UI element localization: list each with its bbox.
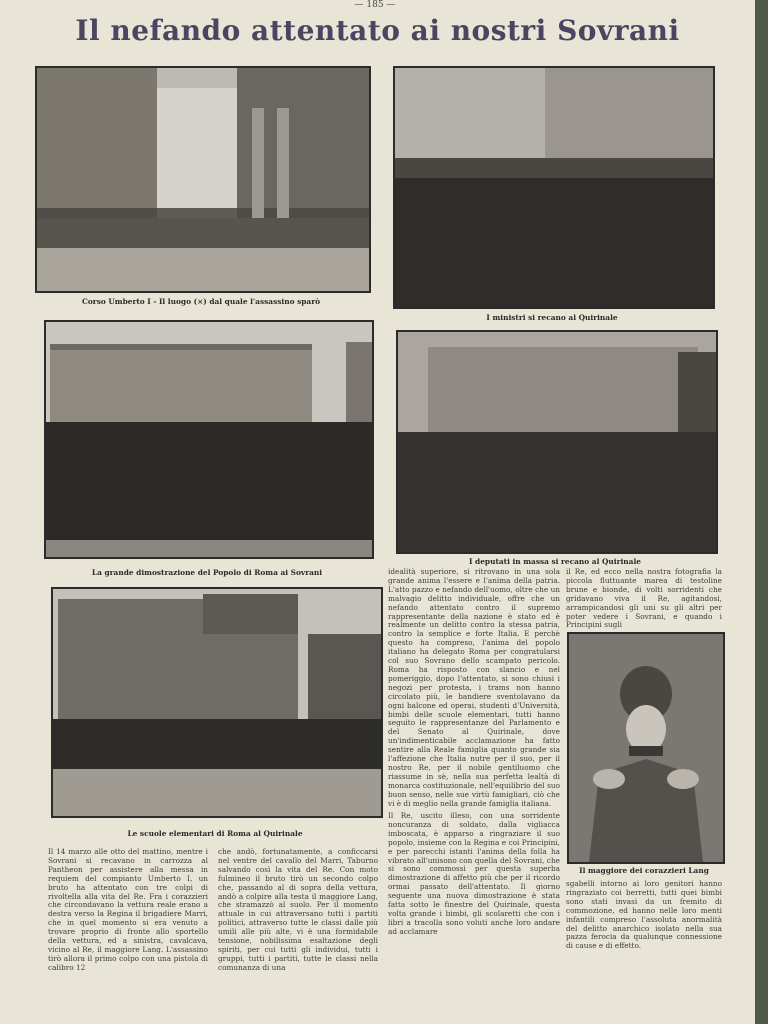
- article-text: Il 14 marzo alle otto del mattino, mentre i Sovrani si recavano in carrozza al Pantheon per assistere alla messa in requiem del compianto Umberto I, un bruto ha attentato con tre colpi di rivoltella alla vita del Re. Fra i corazzieri che circondavano la vettura reale erano a destra verso la Regina il brigadiere Marri, che in quel momento si era venuto a trovare proprio di fronte allo sportello della vettura, ed a sinistra, cavalcava, vicino al Re, il maggiore Lang. L'assassino tirò allora il primo colpo con una pistola di calibro 12: [48, 847, 208, 972]
- article-column-middle: [218, 848, 378, 1018]
- caption-corso-umberto: Corso Umberto I - Il luogo (×) dal quale l'assassino sparò: [81, 297, 321, 306]
- caption-maggiore-lang: Il maggiore dei corazzieri Lang: [579, 866, 709, 875]
- photo-scuole: [51, 587, 383, 818]
- photo-corso-umberto: [35, 66, 371, 293]
- article-text: sgabelli intorno ai loro genitori hanno ringraziato coi berretti, tutti quei bimbi sono stati invasi da un fremito di commozione, ed hanno nelle loro menti infantili compreso l'assoluta anormalità del delitto anarchico isolato nella sua pazza ferocia da qualunque connessione di cause e di effetto.: [566, 879, 722, 951]
- caption-dimostrazione: La grande dimostrazione del Popolo di Roma ai Sovrani: [91, 568, 323, 577]
- article-text: Il Re, uscito illeso, con una sorridente noncuranza di soldato, dalla vigliacca imboscata, è apparso a ringraziare il suo popolo, insieme con la Regina e coi Principini, e per parecchi istanti l'anima della folla ha vibrato all'unisono con quella del Sovrani, che si sono commossi per questa superba dimostrazione di affetto più che per il ricordo ormai passato dell'attentato. Il giorno seguente una nuova dimostrazione è stata fatta sotto le finestre del Quirinale, questa volta grande i bimbi, gli scolaretti che con i libri a tracolla sono voluti anche loro andare ad acclamare: [388, 811, 560, 936]
- article-text: il Re, ed ecco nella nostra fotografia la piccola fluttuante marea di testoline brune e bionde, di volti sorridenti che gridavano viva il Re, agitandosi, arrampicandosi gli uni su gli altri per poter vedere i Sovrani, e quando i Principini sugli: [566, 567, 722, 630]
- photo-ministri: [393, 66, 715, 309]
- article-column-third-lower: [388, 812, 560, 1012]
- caption-deputati: I deputati in massa si recano al Quirinale: [469, 557, 641, 566]
- article-column-right: [566, 567, 722, 630]
- article-text: idealità superiore, si ritrovano in una sola grande anima l'essere e l'anima della patria. L'atto pazzo e nefando dell'uomo, oltre che un malvagio delitto individuale, offre che un nefando attentato contro il supremo rappresentante della nazione è stato ed è realmente un delitto contro la stessa patria, contro la semplice e forte Italia. E perchè questo ha compreso, l'anima del popolo italiano ha delegato Roma per congratularsi col suo Sovrano dello scampato pericolo. Roma ha risposto con slancio e nel pomeriggio, dopo l'attentato, si sono chiusi i negozi per protesta, i trams non hanno circolato più, le bandiere sventolavano da ogni balcone ed operai, studenti d'Università, bimbi delle scuole elementari, tutti hanno seguito le rappresentanze del Parlamento e del Senato al Quirinale, dove un'indimenticabile acclamazione ha fatto sentire alla Reale famiglia quanto grande sia l'affezione che Italia nutre per il suo, per il nostro Re, per il nobile gentiluomo che riassume in sè, nella sua perfetta lealtà di monarca costituzionale, nell'equilibrio del suo buon senso, nelle sue virtù famigliari, ciò che vi è di meglio nella grande famiglia italiana.: [388, 567, 560, 808]
- article-column-left: [48, 848, 208, 1018]
- photo-deputati: [396, 330, 718, 554]
- page-headline: Il nefando attentato ai nostri Sovrani: [75, 14, 680, 47]
- article-column-third: [388, 568, 560, 812]
- article-text: che andò, fortunatamente, a conficcarsi nel ventre del cavallo del Marri, Taburno salvando così la vita del Re. Con moto fulmineo il bruto tirò un secondo colpo che, passando al di sopra della vettura, andò a colpire alla testa il maggiore Lang, che stramazzò al suolo. Per il momento attuale in cui attraversano tutti i partiti politici, attraverso tutte le classi dalle più umili alle più alte, vi è una formidabile tensione, nobilissima esaltazione degli spiriti, per cui tutti gli individui, tutti i gruppi, tutti i partiti, tutte le classi nella comunanza di una: [218, 847, 378, 972]
- article-column-right-lower: [566, 880, 722, 1014]
- portrait-maggiore-lang: [567, 632, 725, 864]
- photo-dimostrazione: [44, 320, 374, 559]
- page-number: — 185 —: [354, 0, 396, 10]
- caption-scuole: Le scuole elementari di Roma al Quirinale: [127, 829, 303, 838]
- caption-ministri: I ministri si recano al Quirinale: [486, 313, 618, 322]
- table-background: [755, 0, 768, 1024]
